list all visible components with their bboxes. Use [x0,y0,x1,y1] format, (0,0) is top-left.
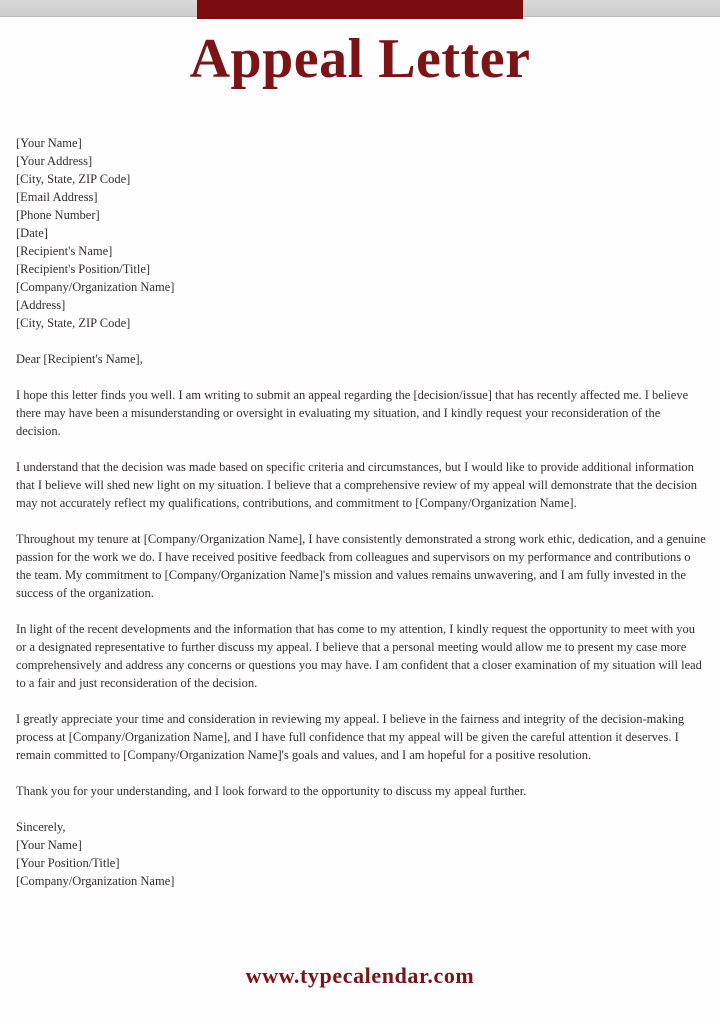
sender-line: [City, State, ZIP Code] [16,172,131,186]
page-title: Appeal Letter [189,28,531,90]
closing-line: Sincerely, [16,820,66,834]
sender-line: [Address] [16,298,66,312]
body-paragraph: In light of the recent developments and the information that has come to my attention, I kindly request the opportunity to meet with you or a designated representative to further discuss my appeal. I believe that a personal meeting would allow me to present my case more comprehensively and address any concerns or questions you may have. I am confident that a closer examination of my situation will lead to a fair and just reconsideration of the decision. [16,622,702,690]
sender-line: [Phone Number] [16,208,100,222]
body-paragraph: I hope this letter finds you well. I am writing to submit an appeal regarding the [decision/issue] that has recently affected me. I believe there may have been a misunderstanding or oversight in evaluating my situation, and I kindly request your reconsideration of the decision. [16,388,689,438]
closing-line: [Your Name] [16,838,82,852]
letter-body [16,134,706,890]
sender-line: [Recipient's Name] [16,244,113,258]
sender-line: [Email Address] [16,190,98,204]
sender-line: [Recipient's Position/Title] [16,262,151,276]
closing-line: [Your Position/Title] [16,856,120,870]
body-paragraph: I greatly appreciate your time and consideration in reviewing my appeal. I believe in the fairness and integrity of the decision-making process at [Company/Organization Name], and I have full confidence that my appeal will be given the careful attention it deserves. I remain committed to [Company/Organization Name]'s goals and values, and I am hopeful for a positive resolution. [16,712,685,762]
sender-block [16,134,706,332]
body-paragraph: Throughout my tenure at [Company/Organization Name], I have consistently demonstrated a strong work ethic, dedication, and a genuine passion for the work we do. I have received positive feedback from colleagues and supervisors on my performance and contributions o the team. My commitment to [Company/Organization Name]'s mission and values remains unwavering, and I am fully invested in the success of the organization. [16,532,706,600]
closing-block [16,818,706,890]
sender-line: [City, State, ZIP Code] [16,316,131,330]
sender-line: [Your Address] [16,154,93,168]
sender-line: [Your Name] [16,136,82,150]
sender-line: [Company/Organization Name] [16,280,175,294]
salutation: Dear [Recipient's Name], [16,352,143,366]
site-footer-url: www.typecalendar.com [245,963,475,988]
closing-line: [Company/Organization Name] [16,874,175,888]
body-paragraph: I understand that the decision was made based on specific criteria and circumstances, but I would like to provide additional information that I believe will shed new light on my situation. I believe that a comprehensive review of my appeal will demonstrate that the decision may not accurately reflect my qualifications, contributions, and commitment to [Company/Organization Name]. [16,460,698,510]
sender-line: [Date] [16,226,48,240]
body-paragraph: Thank you for your understanding, and I look forward to the opportunity to discuss my appeal further. [16,784,527,798]
